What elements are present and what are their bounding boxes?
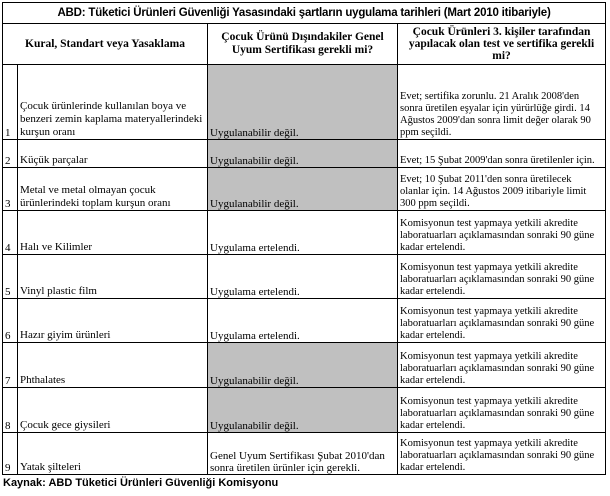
- children-cell: Komisyonun test yapmaya yetkili akredite laboratuarları açıklamasından sonraki 90 güne kadar ertelendi.: [398, 433, 606, 475]
- rule-cell: Yatak şilteleri: [18, 433, 208, 475]
- source-note: Kaynak: ABD Tüketici Ürünleri Güvenliği Komisyonu: [3, 477, 279, 489]
- general-cell: Genel Uyum Sertifikası Şubat 2010'dan sonra üretilen ürünler için gerekli.: [208, 433, 398, 475]
- table-row: [3, 433, 606, 475]
- table-row: [3, 388, 606, 433]
- children-cell: Komisyonun test yapmaya yetkili akredite laboratuarları açıklamasından sonraki 90 güne kadar ertelendi.: [398, 255, 606, 299]
- general-cell: Uygulanabilir değil.: [208, 388, 398, 433]
- general-cell: Uygulama ertelendi.: [208, 299, 398, 343]
- table-row: [3, 65, 606, 140]
- header-general: Çocuk Ürünü Dışındakiler Genel Uyum Sertifikası gerekli mi?: [208, 24, 398, 65]
- row-number: 3: [3, 168, 18, 211]
- rule-cell: Çocuk gece giysileri: [18, 388, 208, 433]
- general-cell: Uygulama ertelendi.: [208, 255, 398, 299]
- table-row: [3, 140, 606, 168]
- table-row: [3, 211, 606, 255]
- row-number: 7: [3, 343, 18, 388]
- header-row: [3, 24, 606, 65]
- general-cell: Uygulanabilir değil.: [208, 65, 398, 140]
- children-cell: Komisyonun test yapmaya yetkili akredite laboratuarları açıklamasından sonraki 90 güne kadar ertelendi.: [398, 211, 606, 255]
- row-number: 1: [3, 65, 18, 140]
- rule-cell: Vinyl plastic film: [18, 255, 208, 299]
- rule-cell: Hazır giyim ürünleri: [18, 299, 208, 343]
- row-number: 4: [3, 211, 18, 255]
- children-cell: Evet; 15 Şubat 2009'dan sonra üretilenler için.: [398, 140, 606, 168]
- title-row: [3, 3, 606, 24]
- children-cell: Komisyonun test yapmaya yetkili akredite laboratuarları açıklamasından sonraki 90 güne kadar ertelendi.: [398, 299, 606, 343]
- header-children: Çocuk Ürünleri 3. kişiler tarafından yapılacak olan test ve sertifika gerekli mi?: [398, 24, 606, 65]
- rule-cell: Halı ve Kilimler: [18, 211, 208, 255]
- requirements-table: [2, 2, 606, 475]
- row-number: 8: [3, 388, 18, 433]
- table-row: [3, 168, 606, 211]
- row-number: 5: [3, 255, 18, 299]
- children-cell: Komisyonun test yapmaya yetkili akredite laboratuarları açıklamasından sonraki 90 güne kadar ertelendi.: [398, 343, 606, 388]
- general-cell: Uygulanabilir değil.: [208, 168, 398, 211]
- table-title: ABD: Tüketici Ürünleri Güvenliği Yasasındaki şartların uygulama tarihleri (Mart 2010 itibariyle): [3, 3, 606, 24]
- general-cell: Uygulama ertelendi.: [208, 211, 398, 255]
- children-cell: Evet; sertifika zorunlu. 21 Aralık 2008'den sonra üretilen eşyalar için yürürlüğe girdi. 14 Ağustos 2009'dan sonra limit değer olarak 90 ppm seçildi.: [398, 65, 606, 140]
- row-number: 6: [3, 299, 18, 343]
- row-number: 9: [3, 433, 18, 475]
- general-cell: Uygulanabilir değil.: [208, 343, 398, 388]
- children-cell: Komisyonun test yapmaya yetkili akredite laboratuarları açıklamasından sonraki 90 güne kadar ertelendi.: [398, 388, 606, 433]
- table-row: [3, 255, 606, 299]
- row-number: 2: [3, 140, 18, 168]
- table-row: [3, 299, 606, 343]
- table-row: [3, 343, 606, 388]
- rule-cell: Çocuk ürünlerinde kullanılan boya ve benzeri zemin kaplama materyallerindeki kurşun oranı: [18, 65, 208, 140]
- rule-cell: Phthalates: [18, 343, 208, 388]
- rule-cell: Metal ve metal olmayan çocuk ürünlerindeki toplam kurşun oranı: [18, 168, 208, 211]
- header-rule: Kural, Standart veya Yasaklama: [3, 24, 208, 65]
- general-cell: Uygulanabilir değil.: [208, 140, 398, 168]
- children-cell: Evet; 10 Şubat 2011'den sonra üretilecek olanlar için. 14 Ağustos 2009 itibariyle limit 300 ppm seçildi.: [398, 168, 606, 211]
- rule-cell: Küçük parçalar: [18, 140, 208, 168]
